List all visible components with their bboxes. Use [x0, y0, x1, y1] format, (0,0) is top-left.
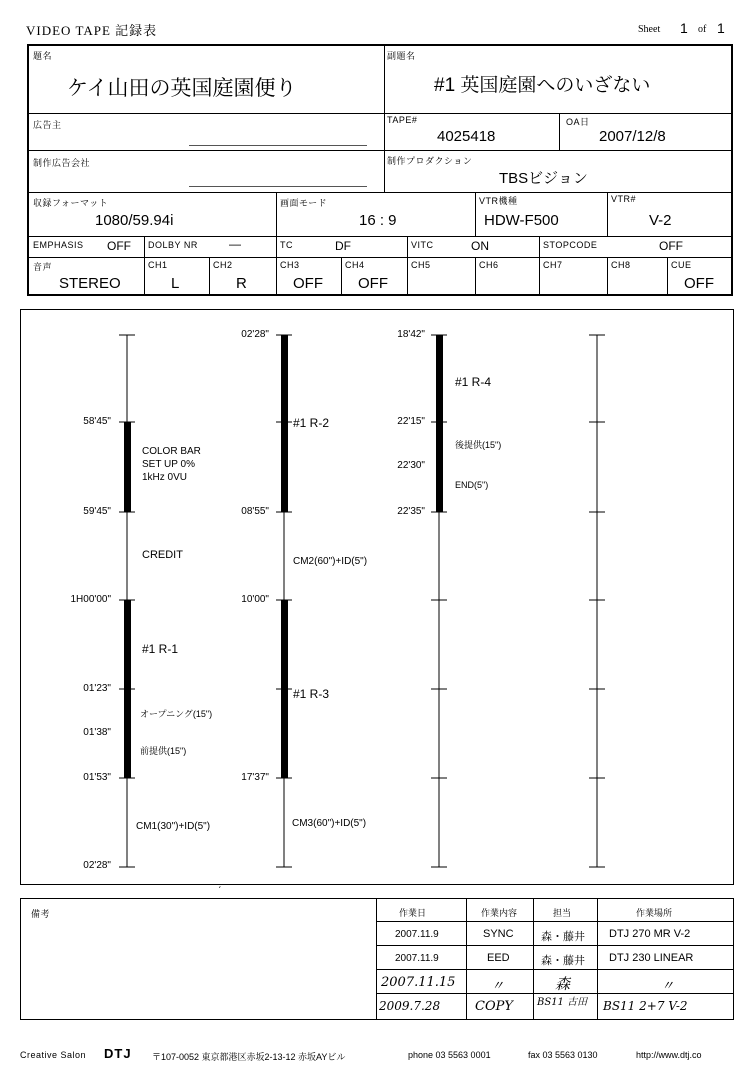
log-location: 〃 [661, 979, 675, 994]
log-staff: 森・藤井 [541, 931, 585, 943]
segment-r4-label: #1 R-4 [455, 375, 492, 389]
timecode-label: 17'37" [241, 772, 269, 783]
end-label: END(5") [455, 480, 489, 490]
setup-label: SET UP 0% [142, 459, 195, 470]
log-task: SYNC [483, 928, 514, 940]
log-task: 〃 [491, 979, 505, 994]
rule [407, 236, 408, 257]
opening-label: オープニング(15") [140, 709, 213, 719]
tape-label: TAPE# [387, 115, 418, 125]
colorbar-block [124, 422, 131, 512]
log-header-staff: 担当 [553, 908, 572, 918]
sheet-label: Sheet [638, 24, 661, 35]
vitc-label: VITC [411, 240, 434, 250]
sheet-total: 1 [717, 20, 725, 36]
production-company: TBSビジョン [499, 170, 588, 187]
log-date: 2007.11.15 [381, 975, 456, 990]
rule [539, 236, 540, 257]
timecode-label: 08'55" [241, 506, 269, 517]
emphasis-value: OFF [107, 239, 131, 253]
audio-value: STEREO [59, 275, 121, 292]
ch8-label: CH8 [611, 260, 631, 270]
work-log-panel [20, 898, 734, 1020]
rule [533, 899, 534, 1019]
rule [475, 257, 476, 296]
tc-value: DF [335, 239, 351, 253]
company-phone: phone 03 5563 0001 [408, 1050, 491, 1060]
timeline-panel [20, 309, 734, 885]
oa-date: 2007/12/8 [599, 128, 666, 145]
vtr-model: HDW-F500 [484, 212, 559, 229]
document-title: VIDEO TAPE 記録表 [26, 23, 158, 38]
stray-mark: ˊ [218, 886, 222, 897]
timecode-label: 1H00'00" [70, 594, 111, 605]
episode-subtitle: #1 英国庭園へのいざない [434, 75, 651, 96]
log-task: EED [487, 952, 510, 964]
dolby-label: DOLBY NR [148, 240, 198, 250]
timeline-lines [21, 310, 733, 884]
agency-label: 制作広告会社 [33, 158, 91, 168]
subtitle-label: 副題名 [387, 51, 416, 61]
stopcode-value: OFF [659, 239, 683, 253]
log-staff: 森・藤井 [541, 955, 585, 967]
company-name: Creative Salon [20, 1050, 87, 1060]
log-location: DTJ 270 MR V-2 [609, 928, 691, 940]
sponsor-label: 広告主 [33, 120, 62, 130]
audio-label: 音声 [33, 262, 53, 272]
ch5-label: CH5 [411, 260, 431, 270]
timecode-label: 59'45" [83, 506, 111, 517]
rule [144, 236, 145, 296]
tape-info-table [27, 44, 733, 296]
ch2-label: CH2 [213, 260, 233, 270]
tone-label: 1kHz 0VU [142, 472, 188, 483]
colorbar-label: COLOR BAR [142, 446, 201, 457]
cm2-label: CM2(60")+ID(5") [293, 556, 368, 567]
program-title: ケイ山田の英国庭園便り [67, 77, 297, 100]
timecode-label: 01'53" [83, 772, 111, 783]
r2-block [281, 335, 288, 512]
log-staff: BS11 古田 [537, 997, 588, 1008]
dolby-value: — [229, 237, 241, 251]
agency-underline [189, 186, 367, 187]
emphasis-label: EMPHASIS [33, 240, 84, 250]
log-header-location: 作業場所 [636, 908, 673, 918]
log-date: 2009.7.28 [379, 999, 441, 1013]
sheet-of-label: of [698, 24, 707, 35]
tape-number: 4025418 [437, 128, 496, 145]
remarks-label: 備考 [31, 909, 51, 919]
production-label: 制作プロダクション [387, 156, 473, 166]
rule [29, 150, 731, 151]
cm3-label: CM3(60")+ID(5") [292, 818, 367, 829]
rule [667, 257, 668, 296]
segment-r1-label: #1 R-1 [142, 642, 179, 656]
ch7-label: CH7 [543, 260, 563, 270]
rule [276, 192, 277, 296]
oa-date-label: OA日 [566, 117, 590, 127]
rule [376, 921, 733, 922]
rule [559, 113, 560, 150]
segment-r3-label: #1 R-3 [293, 687, 330, 701]
log-date: 2007.11.9 [395, 953, 439, 964]
title-label: 題名 [33, 51, 53, 61]
cue-label: CUE [671, 260, 692, 270]
log-location: DTJ 230 LINEAR [609, 952, 694, 964]
cue-value: OFF [684, 275, 714, 292]
r3-block [281, 600, 288, 778]
cm1-label: CM1(30")+ID(5") [136, 821, 211, 832]
screen-mode: 16 : 9 [359, 212, 397, 229]
ch1-label: CH1 [148, 260, 168, 270]
format-label: 収録フォーマット [33, 198, 109, 208]
log-header-date: 作業日 [399, 908, 427, 918]
vtr-number: V-2 [649, 212, 672, 229]
rule [475, 192, 476, 236]
ch3-value: OFF [293, 275, 323, 292]
credit-label: CREDIT [142, 549, 183, 561]
rule [607, 257, 608, 296]
timecode-label: 02'28" [83, 860, 111, 871]
ch4-value: OFF [358, 275, 388, 292]
dtj-logo: DTJ [104, 1046, 132, 1061]
rule [539, 257, 540, 296]
segment-r2-label: #1 R-2 [293, 416, 330, 430]
rule [384, 46, 385, 192]
log-task: COPY [475, 999, 513, 1014]
rule [607, 192, 608, 236]
recording-format: 1080/59.94i [95, 212, 174, 229]
rule [376, 899, 377, 1019]
rule [29, 236, 731, 237]
company-address: 〒107-0052 東京都港区赤坂2-13-12 赤坂AYビル [152, 1052, 346, 1062]
company-url: http://www.dtj.co [636, 1050, 702, 1060]
vitc-value: ON [471, 239, 489, 253]
ch3-label: CH3 [280, 260, 300, 270]
rule [209, 257, 210, 296]
log-staff: 森 [555, 975, 571, 993]
rule [466, 899, 467, 1019]
timecode-label: 22'15" [397, 416, 425, 427]
r1-block [124, 600, 131, 778]
timecode-label: 22'35" [397, 506, 425, 517]
ch1-value: L [171, 275, 180, 292]
timecode-label: 10'00" [241, 594, 269, 605]
log-date: 2007.11.9 [395, 929, 439, 940]
tc-label: TC [280, 240, 293, 250]
sponsor-underline [189, 145, 367, 146]
r4-block [436, 335, 443, 512]
rule [29, 113, 731, 114]
timecode-label: 01'38" [83, 727, 111, 738]
rule [597, 899, 598, 1019]
rule [29, 192, 731, 193]
timecode-label: 22'30" [397, 460, 425, 471]
timecode-label: 58'45" [83, 416, 111, 427]
rule [29, 257, 731, 258]
vtr-model-label: VTR機種 [479, 196, 518, 206]
rule [376, 945, 733, 946]
log-location: BS11 2+7 V-2 [603, 999, 688, 1013]
company-fax: fax 03 5563 0130 [528, 1050, 598, 1060]
rule [407, 257, 408, 296]
rule [376, 969, 733, 970]
ch6-label: CH6 [479, 260, 499, 270]
timecode-label: 02'28" [241, 329, 269, 340]
ch2-value: R [236, 275, 247, 292]
vtr-number-label: VTR# [611, 194, 637, 204]
post-sponsor-label: 後提供(15") [455, 440, 502, 450]
stopcode-label: STOPCODE [543, 240, 598, 250]
rule [341, 257, 342, 296]
screen-mode-label: 画面モード [280, 198, 328, 208]
timecode-label: 18'42" [397, 329, 425, 340]
log-header-task: 作業内容 [481, 908, 518, 918]
sheet-number: 1 [680, 20, 688, 36]
ch4-label: CH4 [345, 260, 365, 270]
timecode-label: 01'23" [83, 683, 111, 694]
pre-sponsor-label: 前提供(15") [140, 746, 187, 756]
